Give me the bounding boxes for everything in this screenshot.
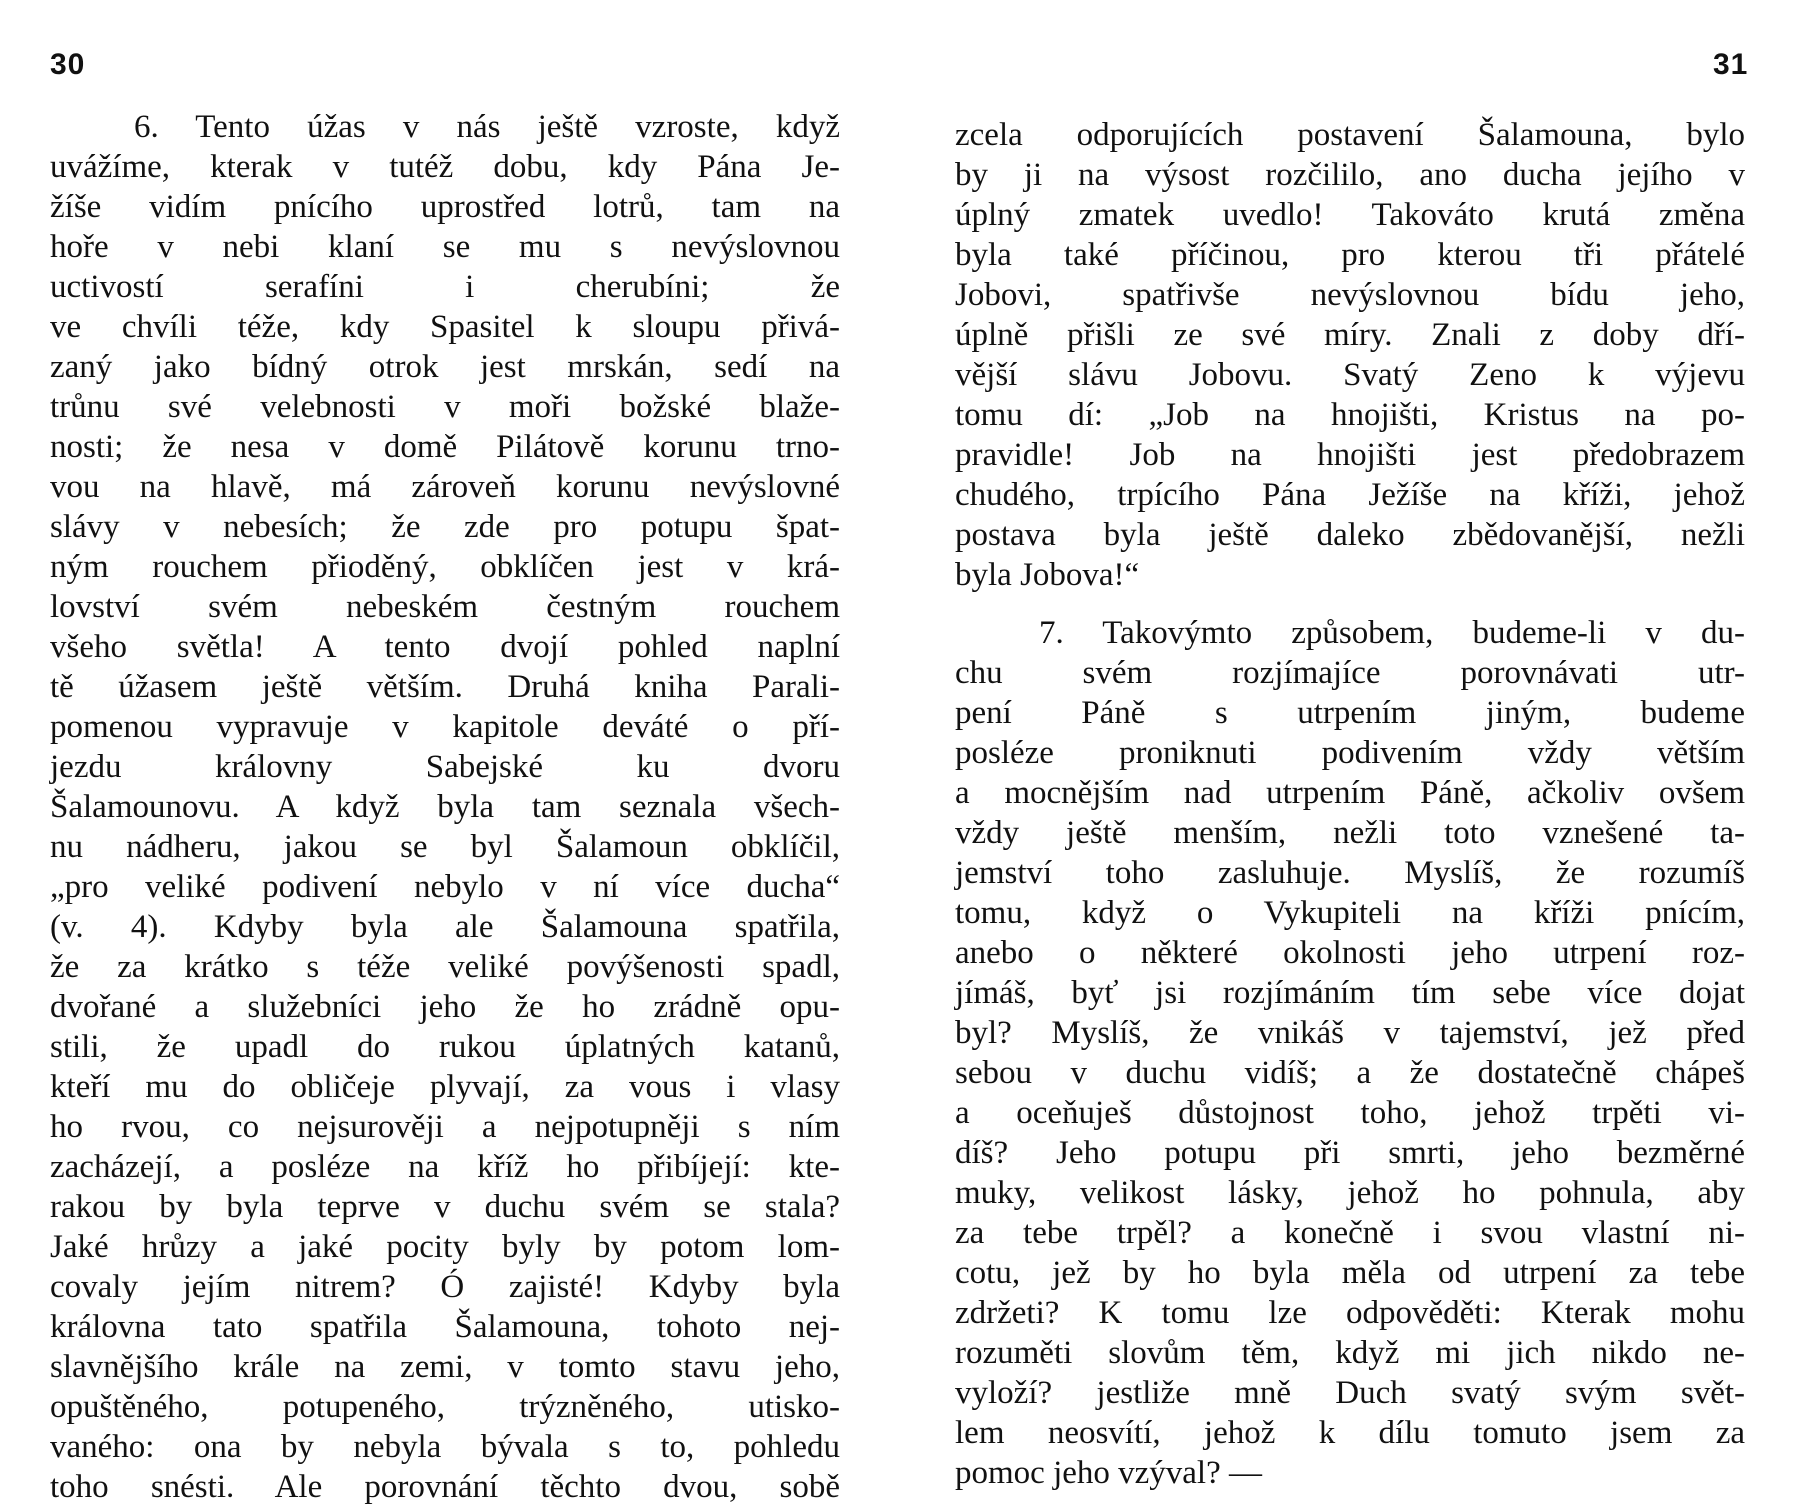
text-line: stili, že upadl do rukou úplatných katanů, bbox=[50, 1029, 840, 1065]
text-line: covaly jejím nitrem? Ó zajisté! Kdyby byla bbox=[50, 1269, 840, 1305]
text-line: úplně přišli ze své míry. Znali z doby dří- bbox=[955, 317, 1745, 353]
text-line: 6. Tento úžas v nás ještě vzroste, když bbox=[134, 109, 840, 145]
text-line: slávy v nebesích; že zde pro potupu špat- bbox=[50, 509, 840, 545]
text-line: posléze proniknuti podivením vždy větším bbox=[955, 735, 1745, 771]
text-line: ho rvou, co nejsurověji a nejpotupněji s ním bbox=[50, 1109, 840, 1145]
text-line: úplný zmatek uvedlo! Takováto krutá změna bbox=[955, 197, 1745, 233]
text-line: zaný jako bídný otrok jest mrskán, sedí na bbox=[50, 349, 840, 385]
text-line: vaného: ona by nebyla bývala s to, pohledu bbox=[50, 1429, 840, 1465]
text-line: jímáš, byť jsi rozjímáním tím sebe více dojat bbox=[955, 975, 1745, 1011]
text-line: tě úžasem ještě větším. Druhá kniha Parali- bbox=[50, 669, 840, 705]
text-line: jezdu královny Sabejské ku dvoru bbox=[50, 749, 840, 785]
text-line: vyloží? jestliže mně Duch svatý svým svět- bbox=[955, 1375, 1745, 1411]
text-line: (v. 4). Kdyby byla ale Šalamouna spatřila, bbox=[50, 909, 840, 945]
text-line: pení Páně s utrpením jiným, budeme bbox=[955, 695, 1745, 731]
body-text bbox=[955, 115, 1745, 1493]
text-line: Jaké hrůzy a jaké pocity byly by potom lom- bbox=[50, 1229, 840, 1265]
text-line: tomu, když o Vykupiteli na kříži pnícím, bbox=[955, 895, 1745, 931]
text-line: cotu, jež by ho byla měla od utrpení za tebe bbox=[955, 1255, 1745, 1291]
text-line: postava byla ještě daleko zbědovanější, nežli bbox=[955, 517, 1745, 553]
text-line: a oceňuješ důstojnost toho, jehož trpěti vi- bbox=[955, 1095, 1745, 1131]
text-line: rozuměti slovům těm, když mi jich nikdo ne- bbox=[955, 1335, 1745, 1371]
text-line: žíše vidím pnícího uprostřed lotrů, tam na bbox=[50, 189, 840, 225]
text-line: nosti; že nesa v domě Pilátově korunu trno- bbox=[50, 429, 840, 465]
text-line: hoře v nebi klaní se mu s nevýslovnou bbox=[50, 229, 840, 265]
text-line: díš? Jeho potupu při smrti, jeho bezměrné bbox=[955, 1135, 1745, 1171]
paragraph-gap bbox=[955, 595, 1745, 613]
text-line: pomoc jeho vzýval? — bbox=[955, 1455, 1262, 1491]
text-line: pomenou vypravuje v kapitole deváté o pří- bbox=[50, 709, 840, 745]
text-line: pravidle! Job na hnojišti jest předobrazem bbox=[955, 437, 1745, 473]
text-line: všeho světla! A tento dvojí pohled naplní bbox=[50, 629, 840, 665]
text-line: „pro veliké podivení nebylo v ní více ducha“ bbox=[50, 869, 840, 905]
text-line: lem neosvítí, jehož k dílu tomuto jsem za bbox=[955, 1415, 1745, 1451]
text-line: opuštěného, potupeného, trýzněného, utisko- bbox=[50, 1389, 840, 1425]
text-line: toho snésti. Ale porovnání těchto dvou, sobě bbox=[50, 1469, 840, 1505]
text-line: vou na hlavě, má zároveň korunu nevýslovné bbox=[50, 469, 840, 505]
text-line: dvořané a služebníci jeho že ho zrádně opu- bbox=[50, 989, 840, 1025]
text-line: zcela odporujících postavení Šalamouna, bylo bbox=[955, 117, 1745, 153]
text-line: a mocnějším nad utrpením Páně, ačkoliv ovšem bbox=[955, 775, 1745, 811]
text-line: zdržeti? K tomu lze odpověděti: Kterak mohu bbox=[955, 1295, 1745, 1331]
text-line: byl? Myslíš, že vnikáš v tajemství, jež před bbox=[955, 1015, 1745, 1051]
text-line: Šalamounovu. A když byla tam seznala všech- bbox=[50, 789, 840, 825]
text-line: vždy ještě menším, nežli toto vznešené ta- bbox=[955, 815, 1745, 851]
page-number: 31 bbox=[1713, 48, 1749, 81]
left-page bbox=[0, 0, 900, 1505]
text-line: uctivostí serafíni i cherubíni; že bbox=[50, 269, 840, 305]
text-line: byla Jobova!“ bbox=[955, 557, 1140, 593]
text-line: za tebe trpěl? a konečně i svou vlastní ni- bbox=[955, 1215, 1745, 1251]
text-line: tomu dí: „Job na hnojišti, Kristus na po- bbox=[955, 397, 1745, 433]
text-line: královna tato spatřila Šalamouna, tohoto nej- bbox=[50, 1309, 840, 1345]
page-number: 30 bbox=[50, 48, 86, 81]
text-line: chudého, trpícího Pána Ježíše na kříži, jehož bbox=[955, 477, 1745, 513]
text-line: Jobovi, spatřivše nevýslovnou bídu jeho, bbox=[955, 277, 1745, 313]
text-line: nu nádheru, jakou se byl Šalamoun obklíčil, bbox=[50, 829, 840, 865]
text-line: 7. Takovýmto způsobem, budeme-li v du- bbox=[1039, 615, 1745, 651]
text-line: kteří mu do obličeje plyvají, za vous i vlasy bbox=[50, 1069, 840, 1105]
text-line: sebou v duchu vidíš; a že dostatečně chápeš bbox=[955, 1055, 1745, 1091]
text-line: lovství svém nebeském čestným rouchem bbox=[50, 589, 840, 625]
text-line: ným rouchem přioděný, obklíčen jest v krá- bbox=[50, 549, 840, 585]
text-line: chu svém rozjímajíce porovnávati utr- bbox=[955, 655, 1745, 691]
text-line: anebo o některé okolnosti jeho utrpení roz- bbox=[955, 935, 1745, 971]
text-line: by ji na výsost rozčililo, ano ducha jejího v bbox=[955, 157, 1745, 193]
text-line: rakou by byla teprve v duchu svém se stala? bbox=[50, 1189, 840, 1225]
text-line: uvážíme, kterak v tutéž dobu, kdy Pána Je- bbox=[50, 149, 840, 185]
text-line: slavnějšího krále na zemi, v tomto stavu jeho, bbox=[50, 1349, 840, 1385]
text-line: zacházejí, a posléze na kříž ho přibíjejí: kte- bbox=[50, 1149, 840, 1185]
text-line: vější slávu Jobovu. Svatý Zeno k výjevu bbox=[955, 357, 1745, 393]
body-text bbox=[50, 107, 840, 1507]
right-page bbox=[905, 0, 1802, 1500]
text-line: muky, velikost lásky, jehož ho pohnula, aby bbox=[955, 1175, 1745, 1211]
text-line: že za krátko s téže veliké povýšenosti spadl, bbox=[50, 949, 840, 985]
text-line: jemství toho zasluhuje. Myslíš, že rozumíš bbox=[955, 855, 1745, 891]
text-line: trůnu své velebnosti v moři božské blaže- bbox=[50, 389, 840, 425]
text-line: byla také příčinou, pro kterou tři přátelé bbox=[955, 237, 1745, 273]
text-line: ve chvíli téže, kdy Spasitel k sloupu přivá- bbox=[50, 309, 840, 345]
